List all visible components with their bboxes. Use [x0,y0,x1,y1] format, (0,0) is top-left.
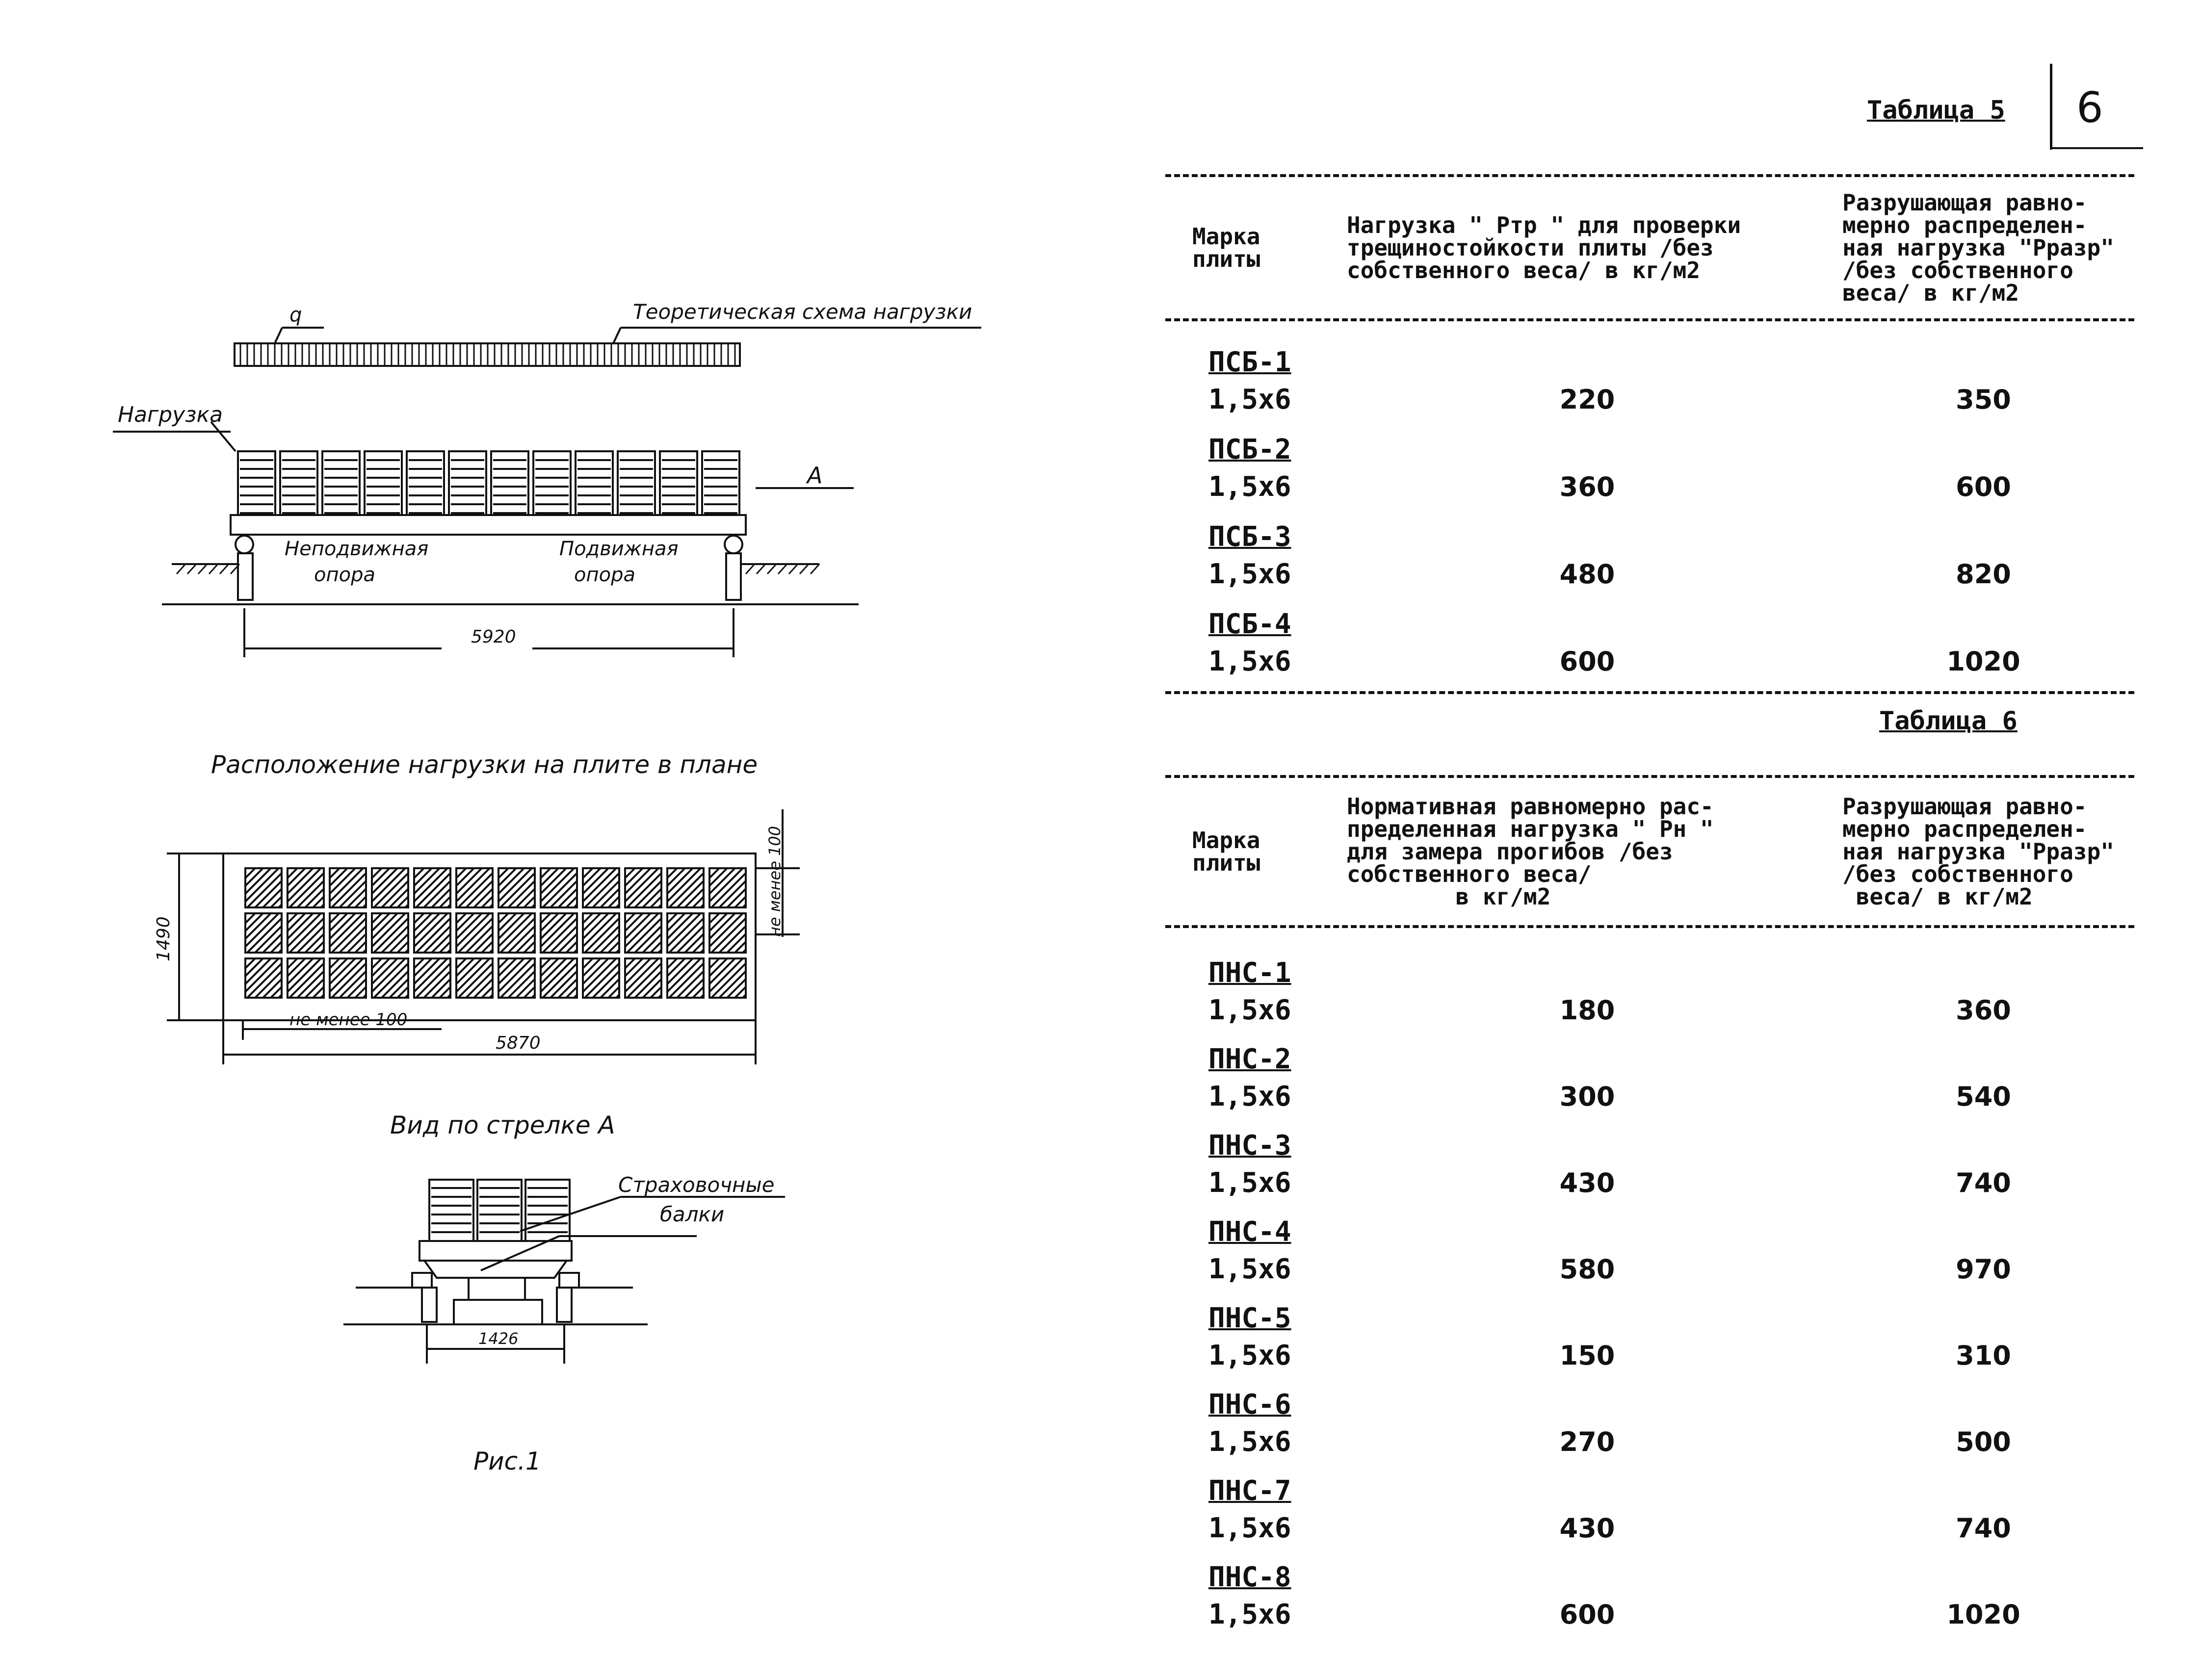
plan-hatch-line [677,971,704,998]
load-value-2: 1020 [1946,1599,2020,1630]
load-value-2: 360 [1956,995,2011,1026]
table6-header-norm-load: Нормативная равномерно рас- пределенная нагрузка " Pн " для замера прогибов /без собственного веса/ в кг/м2 [1347,793,1714,910]
page-number: 6 [2076,83,2103,132]
plan-load-grid [245,868,746,998]
dim-width-small-label: 1426 [478,1329,519,1348]
load-value-1: 300 [1559,1081,1615,1112]
ground-hatch-line [187,564,196,574]
viewA-beam-left [459,1278,478,1300]
plan-hatch-line [330,868,347,886]
plan-hatch-line [635,926,661,953]
mark-cell [1165,1559,1342,1633]
plan-hatch-line [245,913,263,931]
table5-header-failure-load: Разрушающая равно- мерно распределен- ная нагрузка "Pразр" /без собственного веса/ в кг/м2 [1842,189,2114,306]
mark-cell [1165,1214,1342,1288]
plan-hatch-line [719,926,746,953]
plan-hatch-line [297,971,324,998]
plan-hatch-line [330,913,347,931]
mark-cell [1165,955,1342,1029]
mark-size: 1,5х6 [1208,384,1291,415]
mark-name: ПНС-5 [1208,1302,1291,1334]
table-row [1165,1288,2134,1374]
plan-hatch-line [583,913,601,931]
table6-body [1165,928,2134,1633]
plan-hatch-line [255,926,282,953]
table-row [1165,1202,2134,1288]
ground-hatch-line [177,564,185,574]
movable-support-label-1: Подвижная [559,538,679,560]
plan-hatch-line [719,971,746,998]
load-value-2: 740 [1956,1513,2011,1544]
plan-hatch-line [255,971,282,998]
plan-hatch-line [372,913,390,931]
mark-size: 1,5х6 [1208,1599,1291,1630]
plan-hatch-line [288,913,305,931]
dim-width-label: 5870 [496,1033,541,1053]
mark-cell [1165,1300,1342,1374]
mark-cell [1165,431,1342,506]
mark-cell [1165,1041,1342,1115]
table-row [1165,593,2134,680]
mark-name: ПСБ-2 [1208,434,1291,465]
ground-hatch-line [746,564,755,574]
viewA-post-left [422,1288,437,1322]
plan-hatch-line [424,971,450,998]
plan-hatch-line [541,868,558,886]
ground-hatch-line [198,564,207,574]
plan-hatch-line [466,881,493,907]
plan-hatch-line [498,958,516,976]
table-row [1165,506,2134,593]
dim-min-bottom-label: не менее 100 [289,1010,408,1030]
load-value-2: 740 [1956,1167,2011,1198]
plan-hatch-line [424,926,450,953]
plan-hatch-line [456,868,474,886]
table5-header [1165,177,2134,318]
table6-caption: Таблица 6 [1879,706,2018,736]
plan-hatch-line [625,913,643,931]
load-value-2: 600 [1956,471,2011,502]
mark-size: 1,5х6 [1208,1426,1291,1458]
mark-name: ПСБ-4 [1208,608,1291,640]
table-row [1165,1374,2134,1461]
plan-hatch-line [719,881,746,907]
safety-beams-label-2: балки [660,1202,725,1226]
ground-hatch-line [811,564,819,574]
plan-hatch-line [466,926,493,953]
mark-name: ПСБ-1 [1208,346,1291,378]
figure-drawings [0,0,1079,1680]
table6-header-failure-load: Разрушающая равно- мерно распределен- ная нагрузка "Pразр" /без собственного веса/ в кг/м2 [1842,793,2114,910]
load-value-1: 600 [1559,1599,1615,1630]
plan-hatch-line [382,971,408,998]
mark-cell [1165,1386,1342,1461]
plan-hatch-line [297,926,324,953]
table-row [1165,1461,2134,1547]
mark-name: ПНС-8 [1208,1561,1291,1593]
plan-hatch-line [414,958,432,976]
load-value-2: 350 [1956,384,2011,415]
safety-beams-label-1: Страховочные [618,1173,775,1197]
ground-hatch-line [778,564,787,574]
mark-name: ПНС-4 [1208,1216,1291,1248]
mark-size: 1,5х6 [1208,1512,1291,1544]
mark-size: 1,5х6 [1208,646,1291,677]
table-row [1165,331,2134,418]
plan-hatch-line [677,926,704,953]
mark-name: ПНС-1 [1208,957,1291,989]
load-value-1: 180 [1559,995,1615,1026]
plan-hatch-line [456,913,474,931]
load-value-1: 480 [1559,559,1615,590]
dim-length-label: 5920 [471,627,516,647]
load-value-1: 220 [1559,384,1615,415]
page-number-divider [2050,64,2052,150]
plan-hatch-line [625,958,643,976]
slab-side [231,515,746,535]
mark-size: 1,5х6 [1208,1081,1291,1112]
mark-cell [1165,1127,1342,1202]
plan-hatch-line [709,913,727,931]
table-row [1165,1547,2134,1633]
plan-hatch-line [508,926,535,953]
load-value-2: 1020 [1946,646,2020,677]
mark-cell [1165,518,1342,593]
table6-header [1165,778,2134,925]
load-value-1: 600 [1559,646,1615,677]
dim-height-label: 1490 [154,916,174,961]
q-label: q [289,304,302,326]
plan-hatch-line [625,868,643,886]
mark-name: ПНС-7 [1208,1475,1291,1507]
load-stacks [238,451,739,515]
caption-figure: Рис.1 [473,1447,541,1475]
plan-hatch-line [635,971,661,998]
ground-hatch-line [767,564,776,574]
table5-caption: Таблица 5 [1867,96,2005,125]
table5-header-mark: Марка плиты [1192,223,1260,272]
plan-hatch-line [466,971,493,998]
ground-hatching [177,564,819,574]
q-leader-tick [275,328,282,343]
plan-hatch-line [414,868,432,886]
plan-hatch-line [297,881,324,907]
movable-support-roller [725,536,742,553]
load-value-2: 500 [1956,1426,2011,1457]
plan-hatch-line [372,868,390,886]
load-label: Нагрузка [118,402,223,427]
mark-name: ПНС-2 [1208,1043,1291,1075]
viewA-beam-right [515,1278,535,1300]
load-value-2: 820 [1956,559,2011,590]
viewA-beam-base [454,1300,542,1324]
table5-bottom-rule [1165,691,2134,694]
plan-hatch-line [677,881,704,907]
table-row [1165,943,2134,1029]
plan-hatch-line [541,958,558,976]
plan-hatch-line [709,868,727,886]
plan-hatch-line [372,958,390,976]
plan-hatch-line [667,913,685,931]
plan-hatch-line [593,926,619,953]
table6-header-mark: Марка плиты [1192,827,1260,876]
arrow-A-label: A [807,462,823,489]
dim-min-right-label: не менее 100 [765,826,784,937]
fixed-support-post [238,553,253,600]
mark-size: 1,5х6 [1208,1167,1291,1199]
plan-hatch-line [288,868,305,886]
load-value-1: 360 [1559,471,1615,502]
plan-hatch-line [498,868,516,886]
movable-support-post [726,553,741,600]
load-value-1: 430 [1559,1167,1615,1198]
mark-size: 1,5х6 [1208,471,1291,503]
load-value-2: 540 [1956,1081,2011,1112]
plan-hatch-line [340,971,366,998]
plan-hatch-line [382,926,408,953]
load-value-1: 150 [1559,1340,1615,1371]
mark-size: 1,5х6 [1208,558,1291,590]
plan-hatch-line [340,926,366,953]
mark-name: ПНС-3 [1208,1130,1291,1162]
plan-hatch-line [508,971,535,998]
caption-view-A: Вид по стрелке А [390,1111,615,1139]
plan-hatch-line [550,881,577,907]
plan-hatch-line [288,958,305,976]
viewA-slab [419,1241,572,1261]
ground-hatch-line [220,564,229,574]
plan-hatch-line [330,958,347,976]
plan-hatch-line [667,868,685,886]
table5 [1165,174,2134,694]
viewA-load-stacks [429,1180,570,1241]
plan-hatch-line [550,971,577,998]
caption-plan: Расположение нагрузки на плите в плане [211,750,758,779]
fixed-support-pin [236,536,253,553]
plan-hatch-line [424,881,450,907]
plan-hatch-line [550,926,577,953]
fixed-support-label-1: Неподвижная [285,538,429,560]
plan-hatch-line [508,881,535,907]
table5-header-crack-load: Нагрузка " Pтр " для проверки трещиностойкости плиты /без собственного веса/ в кг/м2 [1347,212,1741,284]
plan-hatch-line [709,958,727,976]
viewA-post-right [557,1288,572,1322]
plan-hatch-line [635,881,661,907]
table-row [1165,1029,2134,1115]
plan-hatch-line [583,958,601,976]
mark-cell [1165,1473,1342,1547]
table-row [1165,418,2134,506]
load-value-2: 310 [1956,1340,2011,1371]
plan-hatch-line [498,913,516,931]
plan-hatch-line [541,913,558,931]
load-value-1: 270 [1559,1426,1615,1457]
mark-name: ПСБ-3 [1208,521,1291,553]
figure-svg [0,0,1079,1680]
plan-hatch-line [456,958,474,976]
ground-hatch-line [209,564,218,574]
viewA-support-left [412,1273,432,1288]
fixed-support-label-2: опора [314,564,375,586]
load-value-1: 430 [1559,1513,1615,1544]
theory-scheme-label: Теоретическая схема нагрузки [633,300,972,324]
plan-hatch-line [382,881,408,907]
mark-size: 1,5х6 [1208,1253,1291,1285]
plan-hatch-line [667,958,685,976]
ground-hatch-line [789,564,798,574]
plan-hatch-line [255,881,282,907]
table-row [1165,1115,2134,1202]
page-number-underline [2050,147,2143,149]
plan-hatch-line [414,913,432,931]
mark-cell [1165,344,1342,418]
plan-hatch-line [245,958,263,976]
ground-hatch-line [800,564,809,574]
load-value-2: 970 [1956,1254,2011,1285]
table6 [1165,775,2134,1633]
mark-size: 1,5х6 [1208,994,1291,1026]
plan-hatch-line [340,881,366,907]
theory-leader-tick [613,328,621,343]
table5-body [1165,321,2134,680]
movable-support-label-2: опора [574,564,635,586]
plan-hatch-line [583,868,601,886]
plan-hatch-line [593,971,619,998]
plan-hatch-line [593,881,619,907]
plan-hatch-line [245,868,263,886]
theory-load-hatching [240,344,735,365]
mark-cell [1165,606,1342,680]
mark-size: 1,5х6 [1208,1340,1291,1371]
viewA-support-right [559,1273,579,1288]
ground-hatch-line [757,564,765,574]
load-value-1: 580 [1559,1254,1615,1285]
mark-name: ПНС-6 [1208,1389,1291,1421]
